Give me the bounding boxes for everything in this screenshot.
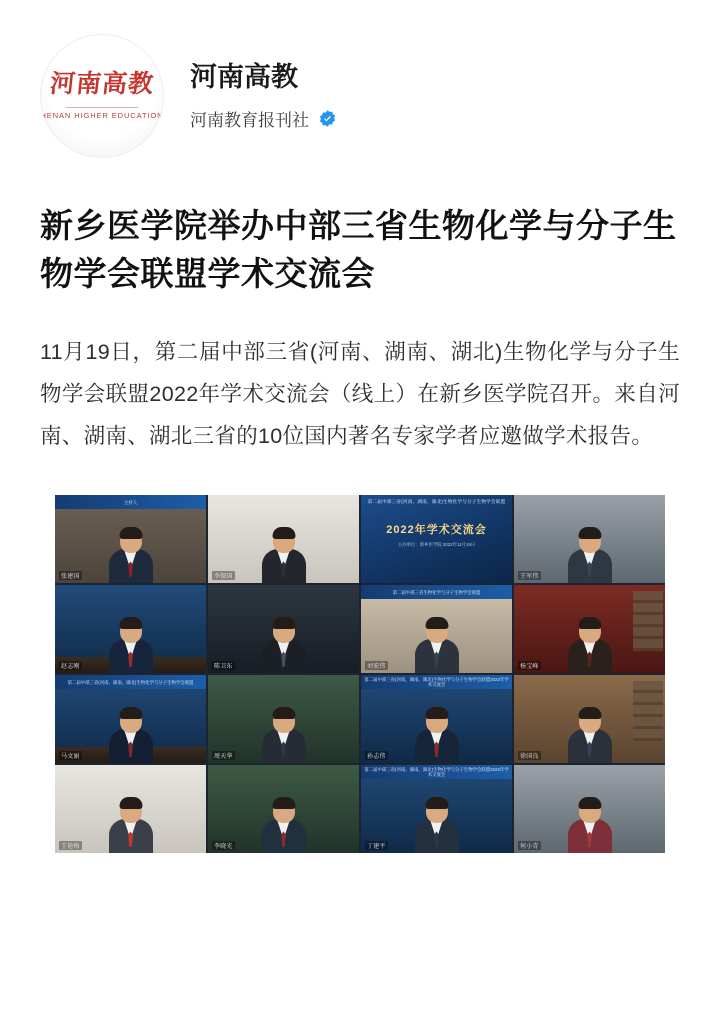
video-tile — [514, 585, 665, 673]
participant-name-label: 陈卫东 — [212, 661, 235, 670]
participant-name-label: 刘宏伟 — [365, 661, 388, 670]
participant-name-label: 李晓光 — [212, 841, 235, 850]
participant-figure — [567, 797, 613, 853]
participant-name-label: 周天华 — [212, 751, 235, 760]
participant-name-label: 杨宝峰 — [518, 661, 541, 670]
participant-hair — [425, 617, 448, 629]
video-tile — [361, 585, 512, 673]
tile-banner: 第二届中部三省生物化学与分子生物学会联盟 — [361, 585, 512, 599]
account-meta — [190, 61, 337, 130]
video-tile — [208, 765, 359, 853]
bookshelf-decoration — [633, 591, 663, 651]
participant-figure — [108, 617, 154, 673]
tile-banner: 第二届中部三省(河南、湖南、湖北)生物化学与分子生物学会联盟2022年学术交流会 — [361, 675, 512, 689]
participant-figure — [414, 797, 460, 853]
video-tile — [55, 765, 206, 853]
tile-banner: 第二届中部三省(河南、湖南、湖北)生物化学与分子生物学会联盟2022年学术交流会 — [361, 765, 512, 779]
participant-figure — [261, 527, 307, 583]
participant-name-label: 丁建平 — [365, 841, 388, 850]
tile-banner: 主持人 — [55, 495, 206, 509]
participant-name-label: 王军伟 — [518, 571, 541, 580]
participant-hair — [425, 797, 448, 809]
participant-figure — [567, 617, 613, 673]
participant-name-label: 马文丽 — [59, 751, 82, 760]
shared-slide — [361, 495, 512, 583]
slide-subtext: 主办单位：新乡医学院 2022年11月19日 — [397, 542, 476, 548]
participant-hair — [119, 617, 142, 629]
avatar[interactable] — [40, 34, 164, 158]
participant-name-label: 王艳梅 — [59, 841, 82, 850]
video-tile — [361, 765, 512, 853]
participant-hair — [272, 797, 295, 809]
participant-name-label: 李保国 — [212, 571, 235, 580]
participant-hair — [425, 707, 448, 719]
participant-hair — [578, 527, 601, 539]
participant-name-label: 张建国 — [59, 571, 82, 580]
video-tile — [208, 495, 359, 583]
video-tile — [208, 675, 359, 763]
participant-hair — [119, 707, 142, 719]
page-title: 新乡医学院举办中部三省生物化学与分子生物学会联盟学术交流会 — [40, 207, 677, 292]
participant-hair — [119, 797, 142, 809]
participant-figure — [414, 707, 460, 763]
video-tile — [55, 585, 206, 673]
participant-hair — [272, 617, 295, 629]
account-header — [0, 0, 720, 158]
video-tile — [514, 765, 665, 853]
participant-figure — [108, 797, 154, 853]
participant-hair — [578, 707, 601, 719]
video-tile — [361, 495, 512, 583]
participant-hair — [272, 527, 295, 539]
bookshelf-decoration — [633, 681, 663, 741]
participant-hair — [578, 617, 601, 629]
participant-figure — [567, 527, 613, 583]
participant-hair — [119, 527, 142, 539]
account-name[interactable]: 河南高教 — [190, 62, 298, 93]
video-tile — [55, 495, 206, 583]
video-tile — [55, 675, 206, 763]
video-tile — [361, 675, 512, 763]
tile-banner: 第二届中部三省(河南、湖南、湖北)生物化学与分子生物学会联盟 — [55, 675, 206, 689]
participant-name-label: 徐国良 — [518, 751, 541, 760]
avatar-logo-subtext: HENAN HIGHER EDUCATION — [40, 111, 164, 120]
article-body: 11月19日，第二届中部三省(河南、湖南、湖北)生物化学与分子生物学会联盟2022年学术交流会（线上）在新乡医学院召开。来自河南、湖南、湖北三省的10位国内著名专家学者应邀做学术报告。 — [40, 339, 680, 448]
participant-figure — [261, 797, 307, 853]
video-tile — [514, 495, 665, 583]
avatar-logo-text: 河南高教 — [48, 71, 156, 98]
participant-figure — [414, 617, 460, 673]
account-publisher: 河南教育报刊社 — [190, 110, 309, 130]
video-tile — [208, 585, 359, 673]
participant-figure — [261, 617, 307, 673]
participant-hair — [272, 707, 295, 719]
video-tile — [514, 675, 665, 763]
avatar-divider — [66, 107, 138, 108]
participant-name-label: 何小青 — [518, 841, 541, 850]
slide-headline: 2022年学术交流会 — [386, 524, 487, 537]
participant-figure — [567, 707, 613, 763]
participant-hair — [578, 797, 601, 809]
participant-name-label: 赵志刚 — [59, 661, 82, 670]
article-image — [55, 495, 665, 853]
slide-title: 第二届中部三省(河南、湖南、湖北)生物化学与分子生物学会联盟 — [367, 499, 506, 505]
participant-figure — [261, 707, 307, 763]
verified-badge-icon — [318, 109, 337, 128]
account-subtitle-row — [190, 106, 337, 131]
participant-figure — [108, 707, 154, 763]
participant-figure — [108, 527, 154, 583]
participant-name-label: 孙志伟 — [365, 751, 388, 760]
video-grid — [55, 495, 665, 853]
